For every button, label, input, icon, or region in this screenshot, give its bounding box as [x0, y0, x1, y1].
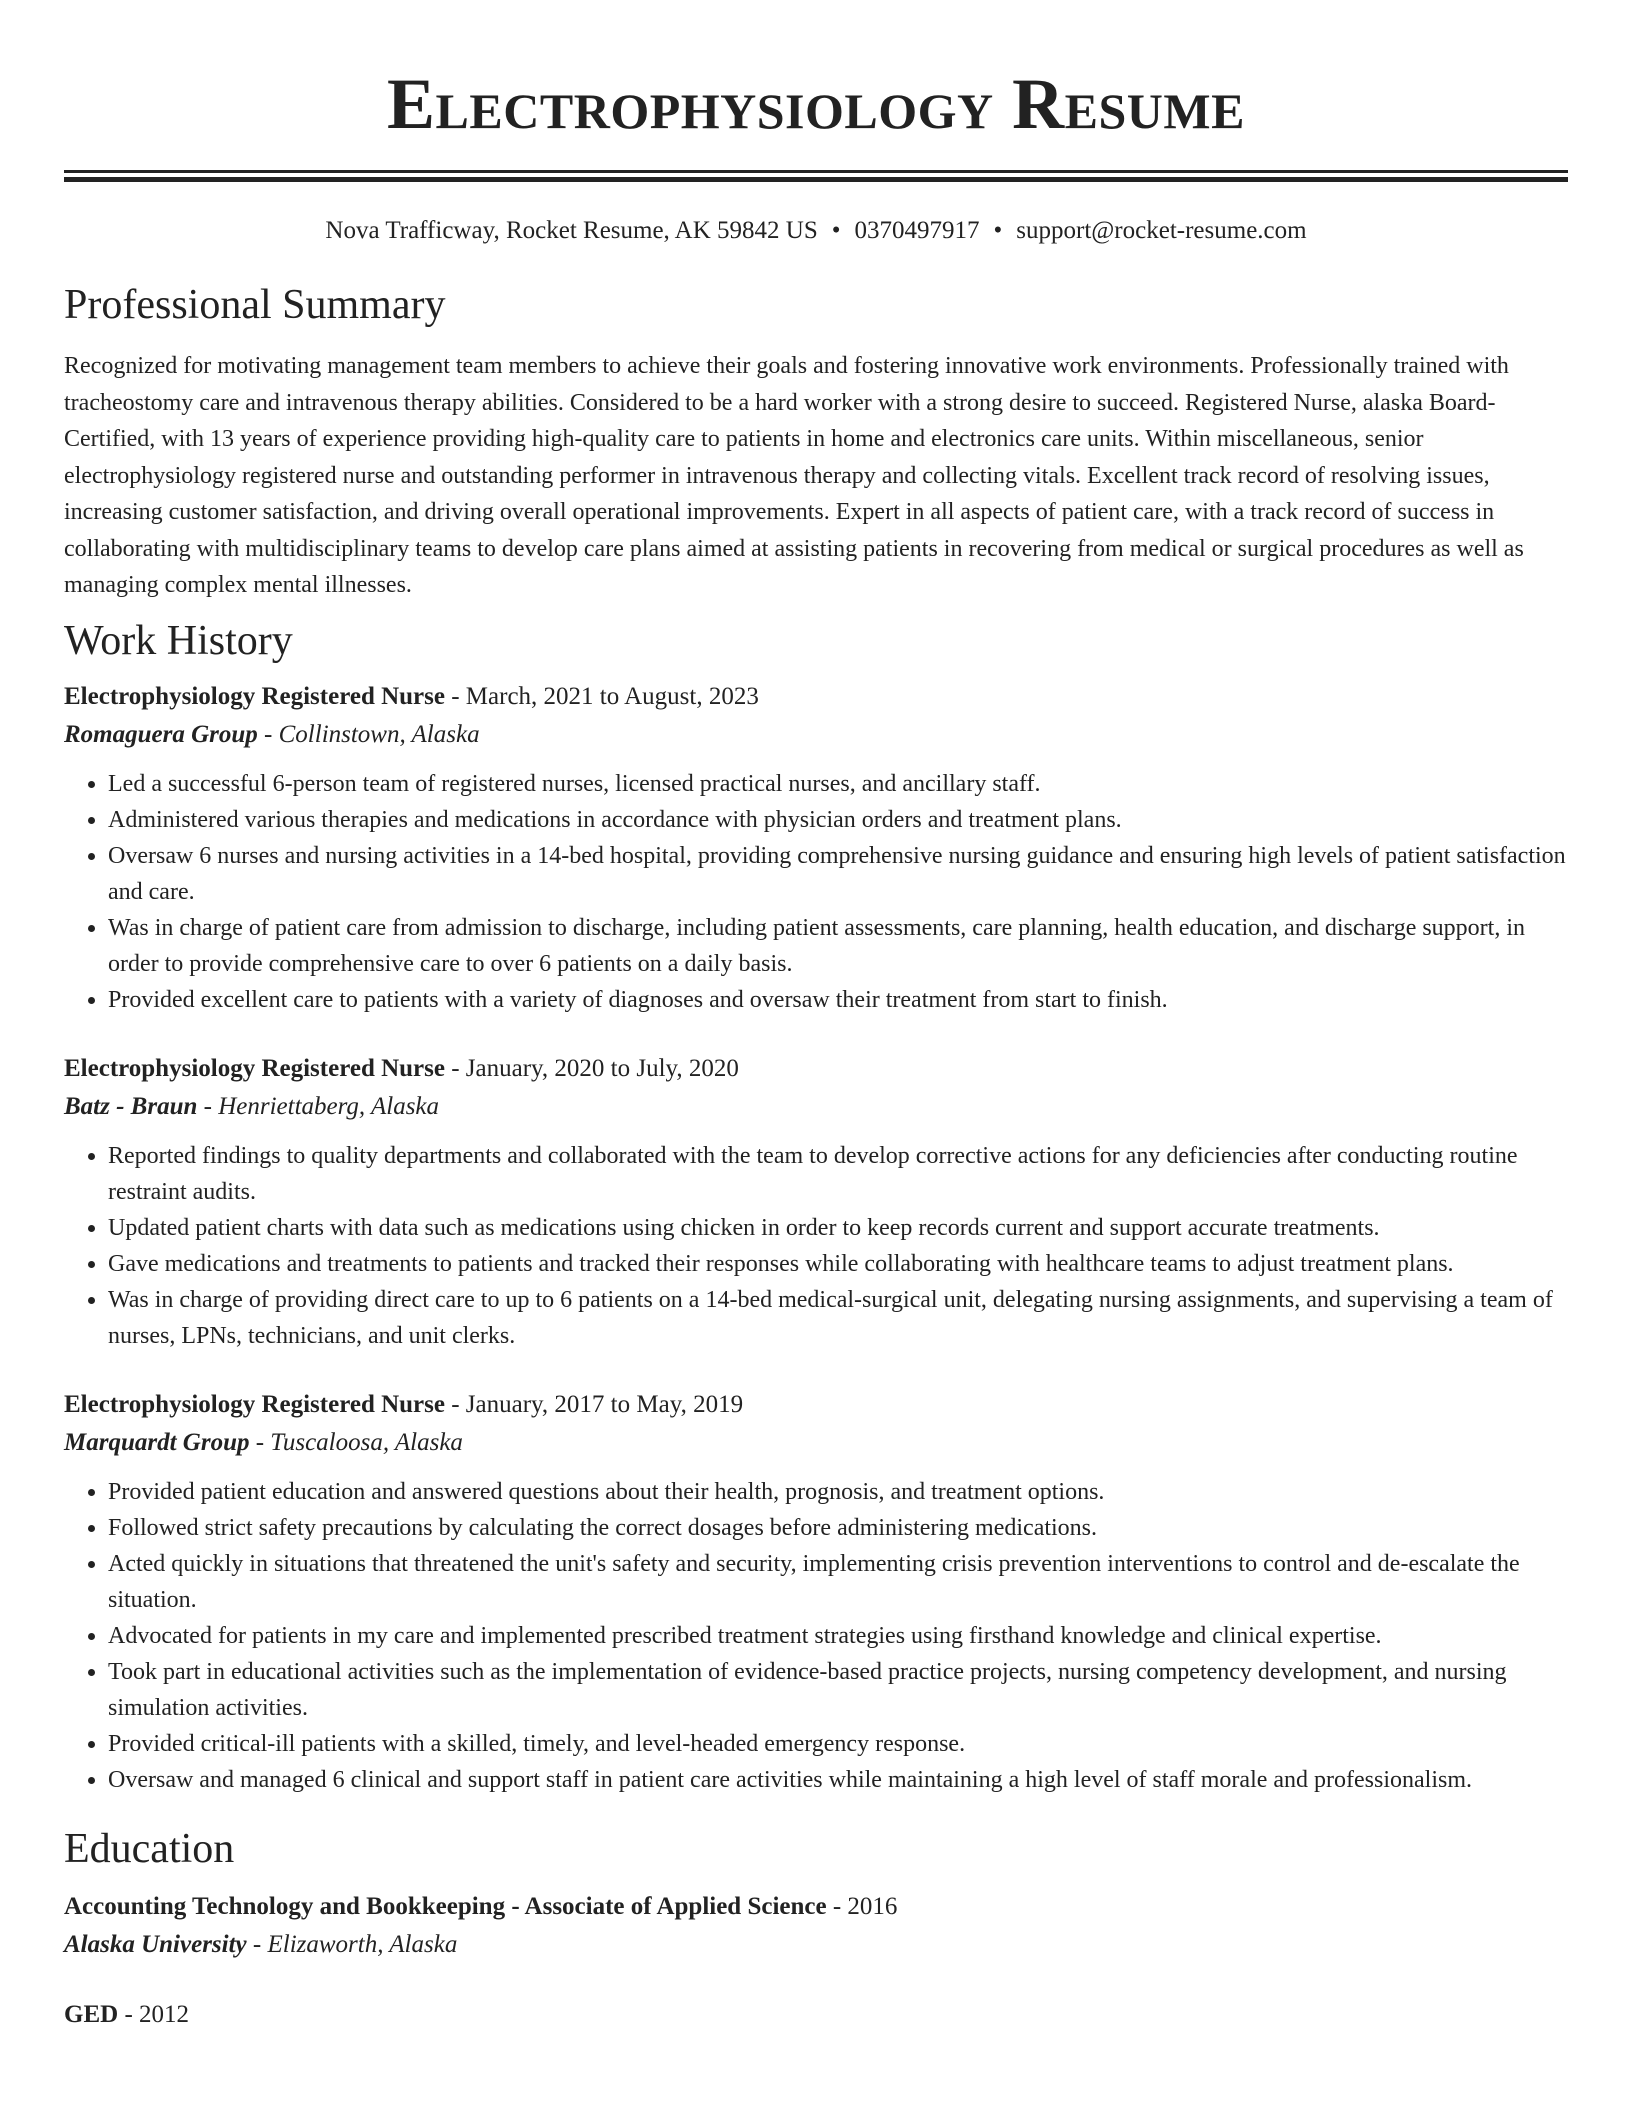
- job-bullets: [64, 1138, 1568, 1354]
- job-company: Marquardt Group: [64, 1428, 250, 1456]
- job-employer: [64, 1088, 1568, 1126]
- job-bullet: • Was in charge of patient care from admission to discharge, including patient assessments, care planning, health education, and discharge support, in order to provide comprehensive care to over 6 patients on a daily basis.: [108, 910, 1568, 982]
- education-entry: [64, 1888, 1568, 1964]
- education-heading: [64, 1888, 1568, 1926]
- education-year: - 2016: [826, 1892, 898, 1920]
- section-heading-work-history: Work History: [64, 617, 293, 664]
- contact-email: support@rocket-resume.com: [1016, 217, 1307, 244]
- job-bullet: • Oversaw 6 nurses and nursing activities in a 14-bed hospital, providing comprehensive nursing guidance and ensuring high levels of patient satisfaction and care.: [108, 838, 1568, 910]
- job-employer: [64, 716, 1568, 754]
- job-bullet: • Gave medications and treatments to patients and tracked their responses while collaborating with healthcare teams to adjust treatment plans.: [108, 1246, 1568, 1282]
- job-dates: - January, 2020 to July, 2020: [444, 1054, 739, 1082]
- education-school: Alaska University: [64, 1930, 247, 1958]
- job-bullet: • Advocated for patients in my care and implemented prescribed treatment strategies using firsthand knowledge and clinical expertise.: [108, 1618, 1568, 1654]
- job-heading: [64, 1386, 1568, 1424]
- contact-separator: •: [831, 217, 841, 244]
- job-bullet: • Followed strict safety precautions by calculating the correct dosages before administering medications.: [108, 1510, 1568, 1546]
- job-heading: [64, 678, 1568, 716]
- job-bullets: [64, 1474, 1568, 1798]
- job-bullet: • Updated patient charts with data such as medications using chicken in order to keep records current and support accurate treatments.: [108, 1210, 1568, 1246]
- education-location: - Elizaworth, Alaska: [246, 1930, 458, 1958]
- job-bullet: • Acted quickly in situations that threatened the unit's safety and security, implementing crisis prevention interventions to control and de-escalate the situation.: [108, 1546, 1568, 1618]
- education-entry: [64, 1996, 1568, 2034]
- section-heading-summary: Professional Summary: [64, 282, 446, 328]
- education-school-line: [64, 1926, 1568, 1964]
- job-bullet: • Provided patient education and answered questions about their health, prognosis, and treatment options.: [108, 1474, 1568, 1510]
- job-location: - Henriettaberg, Alaska: [197, 1092, 440, 1120]
- job-dates: - March, 2021 to August, 2023: [444, 682, 759, 710]
- education-degree: Accounting Technology and Bookkeeping - Associate of Applied Science: [64, 1892, 827, 1920]
- job-bullet: • Reported findings to quality departments and collaborated with the team to develop corrective actions for any deficiencies after conducting routine restraint audits.: [108, 1138, 1568, 1210]
- job-title: Electrophysiology Registered Nurse: [64, 1390, 445, 1418]
- job-entry: [64, 678, 1568, 1018]
- job-location: - Collinstown, Alaska: [257, 720, 480, 748]
- job-company: Romaguera Group: [64, 720, 258, 748]
- job-bullet: • Oversaw and managed 6 clinical and support staff in patient care activities while maintaining a high level of staff morale and professionalism.: [108, 1762, 1568, 1798]
- job-title: Electrophysiology Registered Nurse: [64, 682, 445, 710]
- job-heading: [64, 1050, 1568, 1088]
- job-bullet: • Provided critical-ill patients with a skilled, timely, and level-headed emergency response.: [108, 1726, 1568, 1762]
- job-title: Electrophysiology Registered Nurse: [64, 1054, 445, 1082]
- education-degree: GED: [64, 2000, 119, 2028]
- title-double-rule: [64, 170, 1568, 182]
- resume-title: Electrophysiology Resume: [387, 64, 1245, 144]
- contact-address: Nova Trafficway, Rocket Resume, AK 59842 US: [325, 217, 818, 244]
- contact-line: [64, 216, 1568, 246]
- job-entry: [64, 1050, 1568, 1354]
- job-bullets: [64, 766, 1568, 1018]
- contact-separator: •: [993, 217, 1003, 244]
- section-heading-education: Education: [64, 1825, 235, 1872]
- job-bullet: • Took part in educational activities such as the implementation of evidence-based practice projects, nursing competency development, and nursing simulation activities.: [108, 1654, 1568, 1726]
- job-dates: - January, 2017 to May, 2019: [444, 1390, 744, 1418]
- job-location: - Tuscaloosa, Alaska: [249, 1428, 463, 1456]
- summary-paragraph: Recognized for motivating management team members to achieve their goals and fostering innovative work environments. Professionally trained with tracheostomy care and intravenous therapy abilities. Considered to be a hard worker with a strong desire to succeed. Registered Nurse, alaska Board-Certified, with 13 years of experience providing high-quality care to patients in home and electronics care units. Within miscellaneous, senior electrophysiology registered nurse and outstanding performer in intravenous therapy and collecting vitals. Excellent track record of resolving issues, increasing customer satisfaction, and driving overall operational improvements. Expert in all aspects of patient care, with a track record of success in collaborating with multidisciplinary teams to develop care plans aimed at assisting patients in recovering from medical or surgical procedures as well as managing complex mental illnesses.: [64, 353, 1524, 598]
- job-company: Batz - Braun: [64, 1092, 198, 1120]
- job-bullet: • Administered various therapies and medications in accordance with physician orders and treatment plans.: [108, 802, 1568, 838]
- job-bullet: • Was in charge of providing direct care to up to 6 patients on a 14-bed medical-surgical unit, delegating nursing assignments, and supervising a team of nurses, LPNs, technicians, and unit clerks.: [108, 1282, 1568, 1354]
- education-year: - 2012: [118, 2000, 190, 2028]
- job-bullet: • Provided excellent care to patients with a variety of diagnoses and oversaw their treatment from start to finish.: [108, 982, 1568, 1018]
- job-employer: [64, 1424, 1568, 1462]
- education-heading: [64, 1996, 1568, 2034]
- job-bullet: • Led a successful 6-person team of registered nurses, licensed practical nurses, and ancillary staff.: [108, 766, 1568, 802]
- job-entry: [64, 1386, 1568, 1798]
- contact-phone: 0370497917: [854, 217, 980, 244]
